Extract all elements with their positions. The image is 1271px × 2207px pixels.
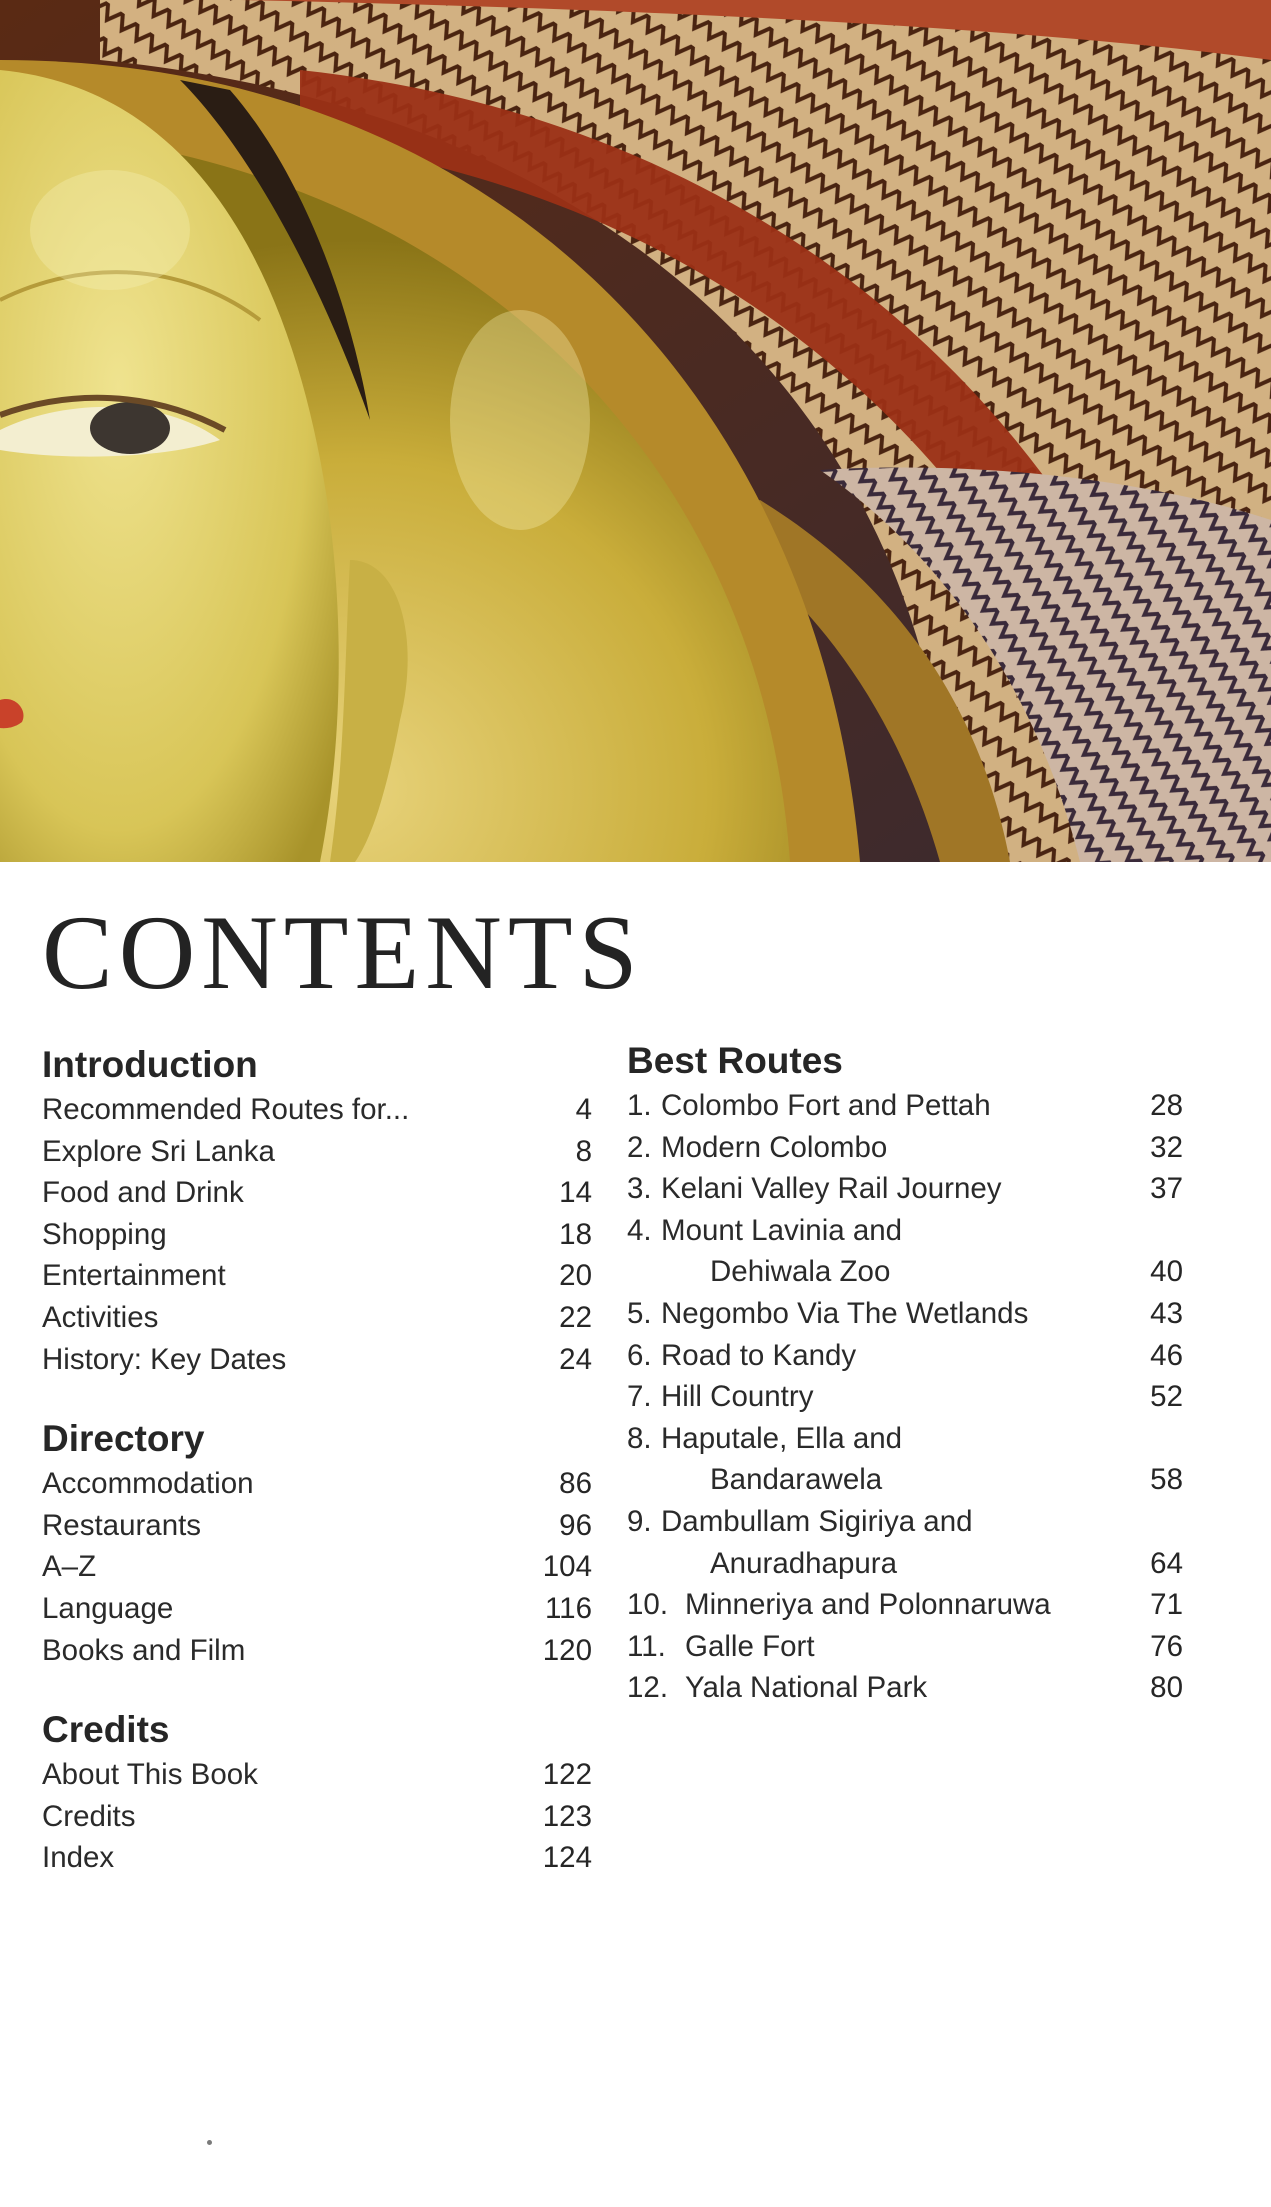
toc-entry[interactable]: [42, 1546, 592, 1588]
toc-entry[interactable]: [42, 1172, 592, 1214]
entry-page: 71: [1150, 1588, 1183, 1622]
toc-entry[interactable]: [42, 1339, 592, 1381]
entry-label: Books and Film: [42, 1633, 246, 1667]
route-number: 4.: [627, 1213, 652, 1247]
toc-entry[interactable]: [42, 1255, 592, 1297]
route-entry[interactable]: [627, 1584, 1183, 1626]
entry-page: 28: [1150, 1089, 1183, 1122]
route-label: Negombo Via The Wetlands: [661, 1296, 1029, 1330]
route-entry[interactable]: [627, 1168, 1183, 1210]
toc-section-introduction: [42, 1040, 592, 1380]
route-label: Mount Lavinia and: [661, 1213, 903, 1247]
route-entry[interactable]: [627, 1501, 1183, 1584]
entry-page: 43: [1150, 1296, 1183, 1330]
entry-page: 116: [544, 1591, 592, 1625]
entry-page: 18: [559, 1217, 592, 1251]
toc-entry[interactable]: [42, 1463, 592, 1505]
route-entry[interactable]: [627, 1210, 1183, 1293]
toc-entry[interactable]: [42, 1588, 592, 1630]
route-label-continued: Dehiwala Zoo: [710, 1255, 891, 1289]
route-label: Kelani Valley Rail Journey: [661, 1172, 1002, 1206]
entry-page: 40: [1150, 1255, 1183, 1289]
toc-entry[interactable]: [42, 1131, 592, 1173]
entry-label: Language: [42, 1591, 174, 1625]
print-speck: [207, 2140, 212, 2145]
route-entry[interactable]: [627, 1626, 1183, 1668]
route-entry[interactable]: [627, 1335, 1183, 1377]
route-number: 12.: [627, 1671, 669, 1705]
route-number: 6.: [627, 1338, 652, 1372]
toc-entry[interactable]: [42, 1754, 592, 1796]
entry-page: 104: [542, 1550, 592, 1584]
route-number: 3.: [627, 1172, 652, 1206]
route-label: Galle Fort: [685, 1629, 815, 1663]
toc-entry[interactable]: [42, 1297, 592, 1339]
route-label-continued: Bandarawela: [710, 1463, 883, 1497]
entry-label: Index: [42, 1841, 115, 1875]
entry-page: 76: [1150, 1629, 1183, 1663]
entry-page: 4: [575, 1093, 592, 1126]
entry-page: 20: [559, 1259, 592, 1293]
entry-page: 86: [559, 1467, 592, 1501]
toc-entry[interactable]: [42, 1796, 592, 1838]
toc-right-column: [627, 1036, 1183, 1743]
hero-photo: [0, 0, 1271, 862]
section-heading: Directory: [42, 1418, 205, 1460]
toc-entry[interactable]: [42, 1505, 592, 1547]
route-label: Road to Kandy: [661, 1338, 857, 1372]
route-label: Dambullam Sigiriya and: [661, 1504, 973, 1538]
route-label: Minneriya and Polonnaruwa: [685, 1588, 1051, 1622]
entry-page: 8: [575, 1134, 592, 1168]
entry-page: 52: [1150, 1380, 1183, 1414]
route-number: 5.: [627, 1296, 652, 1330]
entry-label: Shopping: [42, 1217, 167, 1251]
entry-page: 80: [1150, 1671, 1183, 1705]
toc-section-best-routes: [627, 1036, 1183, 1709]
route-number: 10.: [627, 1588, 669, 1622]
entry-label: About This Book: [42, 1758, 258, 1792]
route-entry[interactable]: [627, 1667, 1183, 1709]
route-label: Hill Country: [661, 1380, 814, 1414]
route-number: 8.: [627, 1421, 652, 1455]
route-entry[interactable]: [627, 1376, 1183, 1418]
entry-page: 58: [1150, 1463, 1183, 1497]
entry-label: Activities: [42, 1300, 159, 1334]
route-label: Haputale, Ella and: [661, 1421, 903, 1455]
section-heading: Introduction: [42, 1044, 258, 1085]
entry-page: 64: [1150, 1546, 1183, 1580]
toc-entry[interactable]: [42, 1214, 592, 1256]
route-entry[interactable]: [627, 1085, 1183, 1127]
entry-page: 124: [542, 1841, 592, 1875]
entry-page: 122: [542, 1758, 592, 1792]
route-label-continued: Anuradhapura: [710, 1546, 897, 1580]
buddha-statue-photo: [0, 0, 1271, 862]
route-number: 11.: [627, 1629, 666, 1663]
entry-page: 32: [1150, 1130, 1183, 1164]
entry-label: History: Key Dates: [42, 1342, 287, 1376]
entry-label: Accommodation: [42, 1467, 254, 1501]
entry-label: Credits: [42, 1799, 136, 1833]
entry-page: 37: [1150, 1172, 1183, 1206]
route-label: Yala National Park: [685, 1671, 928, 1705]
entry-label: Recommended Routes for...: [42, 1093, 410, 1126]
entry-page: 120: [542, 1633, 592, 1667]
entry-page: 14: [559, 1176, 592, 1210]
toc-left-column: [42, 1040, 592, 1913]
page-title: CONTENTS: [42, 894, 644, 1011]
route-entry[interactable]: [627, 1127, 1183, 1169]
entry-page: 24: [559, 1342, 592, 1376]
entry-page: 96: [559, 1508, 592, 1542]
entry-page: 46: [1150, 1338, 1183, 1372]
toc-entry[interactable]: [42, 1837, 592, 1879]
toc-section-directory: [42, 1414, 592, 1671]
toc-entry[interactable]: [42, 1089, 592, 1131]
section-heading: Credits: [42, 1709, 170, 1751]
entry-page: 22: [559, 1300, 592, 1334]
entry-page: 123: [542, 1799, 592, 1833]
route-entry[interactable]: [627, 1418, 1183, 1501]
entry-label: Restaurants: [42, 1508, 202, 1542]
toc-entry[interactable]: [42, 1630, 592, 1672]
route-number: 9.: [627, 1504, 652, 1538]
route-number: 2.: [627, 1130, 652, 1164]
entry-label: A–Z: [42, 1550, 97, 1584]
toc-section-credits: [42, 1705, 592, 1879]
section-heading: Best Routes: [627, 1040, 843, 1081]
route-number: 7.: [627, 1380, 652, 1414]
route-entry[interactable]: [627, 1293, 1183, 1335]
entry-label: Explore Sri Lanka: [42, 1134, 275, 1168]
route-label: Colombo Fort and Pettah: [661, 1089, 991, 1122]
route-label: Modern Colombo: [661, 1130, 888, 1164]
route-number: 1.: [627, 1089, 652, 1122]
entry-label: Entertainment: [42, 1259, 226, 1293]
entry-label: Food and Drink: [42, 1176, 244, 1210]
